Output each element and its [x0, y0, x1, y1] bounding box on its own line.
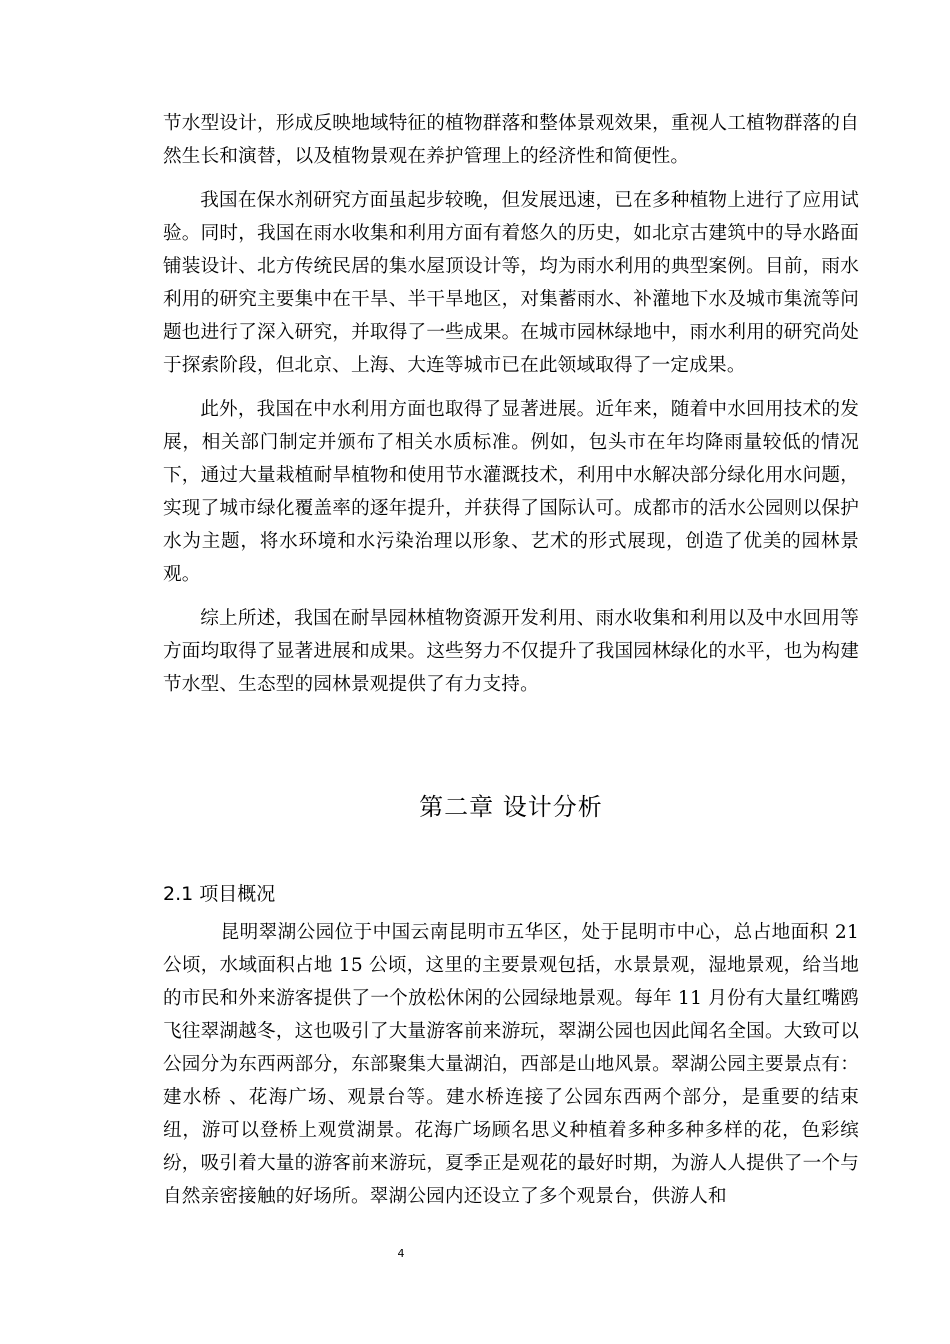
paragraph-summary: 综上所述，我国在耐旱园林植物资源开发利用、雨水收集和利用以及中水回用等方面均取得了显著进展和成果。这些努力不仅提升了我国园林绿化的水平，也为构建节水型、生态型的园林景观提供了有力支持。	[163, 608, 859, 695]
paragraph-reclaimed-water: 此外，我国在中水利用方面也取得了显著进展。近年来，随着中水回用技术的发展，相关部门制定并颁布了相关水质标准。例如，包头市在年均降雨量较低的情况下，通过大量栽植耐旱植物和使用节水灌溉技术，利用中水解决部分绿化用水问题，实现了城市绿化覆盖率的逐年提升，并获得了国际认可。成都市的活水公园则以保护水为主题，将水环境和水污染治理以形象、艺术的形式展现，创造了优美的园林景观。	[163, 399, 859, 585]
page-number: 4	[397, 1247, 405, 1260]
paragraph-project-overview: 昆明翠湖公园位于中国云南昆明市五华区，处于昆明市中心，总占地面积 21 公顷，水域面积占地 15 公顷，这里的主要景观包括，水景景观，湿地景观，给当地的市民和外来游客提供了一个放松休闲的公园绿地景观。每年 11 月份有大量红嘴鸥飞往翠湖越冬，这也吸引了大量游客前来游玩，翠湖公园也因此闻名全国。大致可以公园分为东西两部分，东部聚集大量湖泊，西部是山地风景。翠湖公园主要景点有：建水桥 、花海广场、观景台等。建水桥连接了公园东西两个部分，是重要的结束纽，游可以登桥上观赏湖景。花海广场顾名思义种植着多种多种多样的花，色彩缤纷，吸引着大量的游客前来游玩，夏季正是观花的最好时期，为游人人提供了一个与自然亲密接触的好场所。翠湖公园内还设立了多个观景台，供游人和	[163, 922, 859, 1207]
paragraph-continued: 节水型设计，形成反映地域特征的植物群落和整体景观效果，重视人工植物群落的自然生长和演替，以及植物景观在养护管理上的经济性和简便性。	[163, 113, 859, 167]
chapter-title: 第二章 设计分析	[419, 793, 603, 821]
section-body	[163, 916, 859, 1213]
section-heading: 2.1 项目概况	[163, 883, 276, 905]
paragraph-rainwater: 我国在保水剂研究方面虽起步较晚，但发展迅速，已在多种植物上进行了应用试验。同时，我国在雨水收集和利用方面有着悠久的历史，如北京古建筑中的导水路面铺装设计、北方传统民居的集水屋顶设计等，均为雨水利用的典型案例。目前，雨水利用的研究主要集中在干旱、半干旱地区，对集蓄雨水、补灌地下水及城市集流等问题也进行了深入研究，并取得了一些成果。在城市园林绿地中，雨水利用的研究尚处于探索阶段，但北京、上海、大连等城市已在此领域取得了一定成果。	[163, 190, 859, 376]
document-page	[163, 107, 859, 1207]
